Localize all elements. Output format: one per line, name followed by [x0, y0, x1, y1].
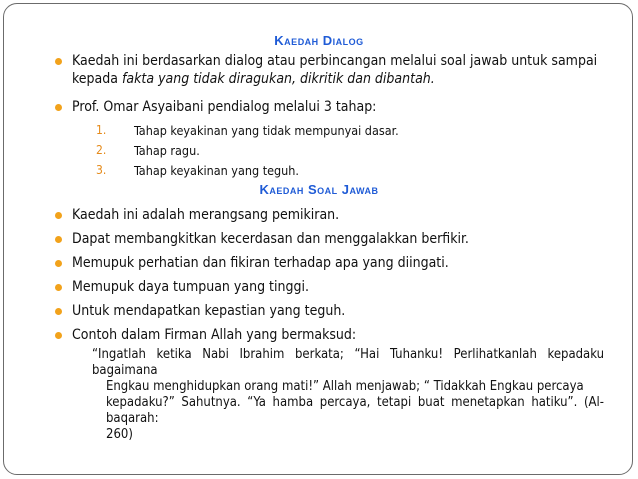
- heading-kaedah-dialog: Kaedah Dialog: [274, 33, 364, 48]
- bullet-dot-icon: [55, 104, 62, 111]
- bullet-item-6: [72, 326, 602, 344]
- bullet-text: Kaedah ini adalah merangsang pemikiran.: [72, 207, 340, 223]
- step-item-2: [96, 142, 594, 159]
- bullet-dot-icon: [55, 284, 62, 291]
- bullet-text: Memupuk perhatian dan fikiran terhadap apa yang diingati.: [72, 255, 449, 271]
- quote-line-1: “Ingatlah ketika Nabi Ibrahim berkata; “Hai Tuhanku! Perlihatkanlah kepadaku bagaimana: [92, 347, 604, 378]
- bullet-text: Untuk mendapatkan kepastian yang teguh.: [72, 303, 346, 319]
- bullet-dot-icon: [55, 332, 62, 339]
- bullet-item-5: [72, 302, 602, 320]
- quote-line-2: Engkau menghidupkan orang mati!” Allah menjawab; “ Tidakkah Engkau percaya: [106, 379, 584, 394]
- step-text: Tahap keyakinan yang teguh.: [134, 163, 299, 178]
- bullet-dot-icon: [55, 260, 62, 267]
- step-item-1: [96, 122, 594, 139]
- step-number: 1.: [96, 123, 107, 137]
- quote-line-4: 260): [106, 427, 133, 442]
- step-text: Tahap ragu.: [134, 143, 200, 158]
- heading-kaedah-soal-jawab: Kaedah Soal Jawab: [259, 182, 379, 197]
- bullet-dot-icon: [55, 58, 62, 65]
- bullet-text-line2-plain: kepada: [72, 71, 122, 87]
- bullet-item-4: [72, 278, 602, 296]
- bullet-text: Memupuk daya tumpuan yang tinggi.: [72, 279, 309, 295]
- bullet-item-2: [72, 230, 602, 248]
- bullet-text: Dapat membangkitkan kecerdasan dan menggalakkan berfikir.: [72, 231, 469, 247]
- bullet-text-line2-italic: fakta yang tidak diragukan, dikritik dan dibantah.: [121, 71, 435, 87]
- step-number: 3.: [96, 163, 107, 177]
- step-item-3: [96, 162, 594, 179]
- step-text: Tahap keyakinan yang tidak mempunyai dasar.: [134, 123, 399, 138]
- bullet-dot-icon: [55, 308, 62, 315]
- bullet-item-1: [72, 206, 602, 224]
- bullet-text: Prof. Omar Asyaibani pendialog melalui 3 tahap:: [72, 99, 377, 115]
- bullet-item-3: [72, 254, 602, 272]
- quote-line-3: kepadaku?” Sahutnya. “Ya hamba percaya, tetapi buat menetapkan hatiku”. (Al-baqarah:: [106, 395, 604, 426]
- bullet-dot-icon: [55, 236, 62, 243]
- bullet-dot-icon: [55, 212, 62, 219]
- bullet-text-line1: Kaedah ini berdasarkan dialog atau perbincangan melalui soal jawab untuk sampai: [72, 53, 598, 69]
- bullet-dialog-description: [72, 52, 602, 88]
- bullet-text: Contoh dalam Firman Allah yang bermaksud:: [72, 327, 357, 343]
- step-number: 2.: [96, 143, 107, 157]
- bullet-prof-omar: [72, 98, 602, 116]
- quran-quote: [92, 347, 604, 443]
